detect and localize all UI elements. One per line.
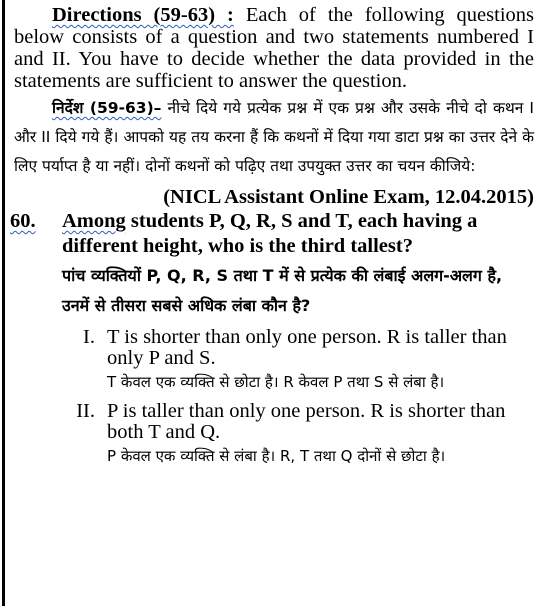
statement-english: T is shorter than only one person. R is taller than only P and S. [107, 326, 507, 369]
question-body [62, 209, 534, 469]
left-margin-rule [2, 0, 5, 606]
statement-hindi: T केवल एक व्यक्ति से छोटा है। R केवल P तथा S से लंबा है। [107, 373, 445, 391]
nirdesh-heading: निर्देश (59-63)– [52, 99, 162, 117]
statement-1 [62, 327, 534, 395]
directions-text: Each of the following questions below consists of a question and two statements numbered I and II. You have to decide whether the data provided in the statements are sufficient to answer the question. [14, 4, 534, 92]
statement-body [107, 327, 534, 395]
nirdesh-text: नीचे दिये गये प्रत्येक प्रश्न में एक प्रश्न और उसके नीचे दो कथन I और II दिये गये हैं। आपको यह तय करना हैं कि कथनों में दिया गया डाटा प्रश्न का उत्तर देने के लिए पर्याप्त है या नहीं। दोनों कथनों को पढ़िए तथा उपयुक्त उत्तर का चयन कीजिये: [14, 99, 534, 175]
question-number: 60. [10, 210, 36, 232]
nirdesh-paragraph [14, 94, 534, 181]
question-hindi: पांच व्यक्तियों P, Q, R, S तथा T में से प्रत्येक की लंबाई अलग-अलग है, उनमें से तीसरा सबसे अधिक लंबा कौन है? [62, 266, 503, 315]
question-english [62, 209, 534, 259]
statement-hindi: P केवल एक व्यक्ति से लंबा है। R, T तथा Q दोनों से छोटा है। [107, 447, 446, 465]
question-english-rest: students P, Q, R, S and T, each having a different height, who is the third tallest? [62, 210, 478, 257]
statement-label: I. [83, 326, 95, 348]
directions-paragraph [14, 4, 534, 92]
question-60 [8, 209, 534, 469]
statement-english: P is taller than only one person. R is shorter than both T and Q. [107, 400, 506, 443]
directions-heading: Directions (59-63) : [52, 4, 234, 26]
statement-2 [62, 401, 534, 469]
question-english-lead: Among [62, 210, 126, 232]
exam-source: (NICL Assistant Online Exam, 12.04.2015) [163, 186, 534, 208]
statement-label: II. [76, 400, 95, 422]
question-page [10, 4, 534, 469]
statement-body [107, 401, 534, 469]
